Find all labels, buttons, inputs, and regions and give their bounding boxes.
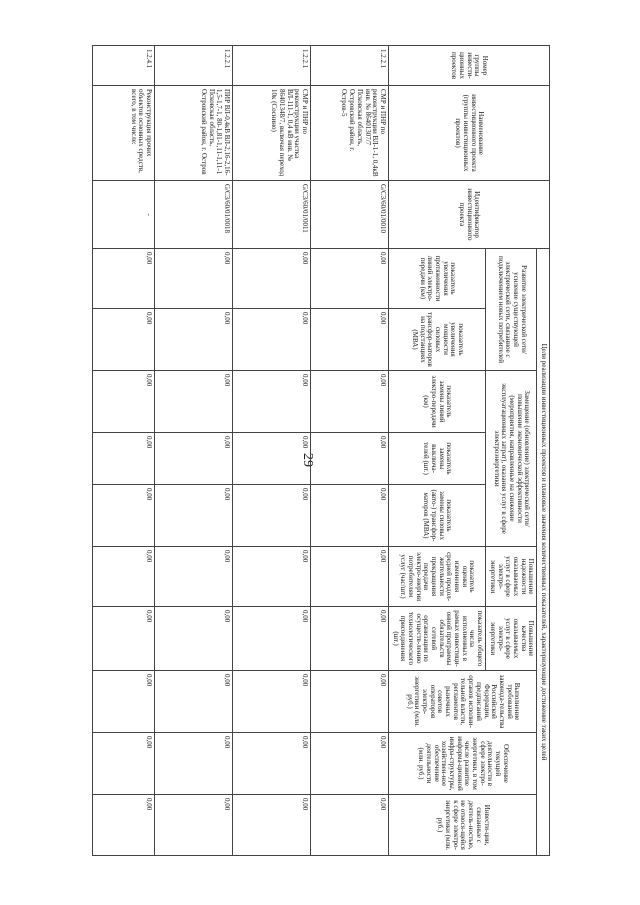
row-value: 0,00 <box>232 485 310 547</box>
row-value: 0,00 <box>92 795 154 856</box>
header-number: Номер группы инвести-ционных проектов <box>388 46 549 86</box>
row-id: - <box>92 181 154 249</box>
row-value: 0,00 <box>92 309 154 371</box>
header-reliability: Повышение надежности оказываемых услуг в сфере электро-энергетики <box>486 547 537 607</box>
row-id: G/C3/60/01/0010 <box>310 181 388 249</box>
row-value: 0,00 <box>92 249 154 309</box>
header-id: Идентификатор инвестиционного проекта <box>388 181 549 249</box>
row-name: Реконструкция прочих объектов основных средств, всего, в том числе: <box>92 86 154 181</box>
header-quality-sub: показатель общего числа исполненных в рамках инвестици-онной программы обязательств сетевой организации по осуществ-лению технологического присоединения (шт.) <box>388 607 485 671</box>
row-value: 0,00 <box>232 433 310 485</box>
row-value: 0,00 <box>92 433 154 485</box>
header-investments: Инвести-ции, связанные с деятель-ностью, не относя-щейся к сфере электро-энергетики (млн. руб.) <box>388 795 536 856</box>
header-group2-sub1: показатель замены линий электро-передачи (км) <box>388 371 485 433</box>
header-group2-sub3: показатель замены силовых (авто-) трансфор-маторов (МВА) <box>388 485 485 547</box>
row-value: 0,00 <box>232 607 310 671</box>
investment-goals-table <box>92 45 550 856</box>
table-row <box>92 46 154 856</box>
row-value: 0,00 <box>154 733 232 795</box>
row-value: 0,00 <box>92 671 154 733</box>
row-value: 0,00 <box>232 249 310 309</box>
row-value: 0,00 <box>154 547 232 607</box>
header-goals: Цели реализации инвестиционных проектов и плановые значения количественных показателей, характеризующие достижение таких целей <box>537 249 550 856</box>
header-operations: Обеспечение текущей деятельности в сфере электро-энергетики, в том числе развитие информа-ционной инфра-структуры, хозяйствен-ное обеспечение деятельности (млн. руб.) <box>388 733 536 795</box>
table-row <box>232 46 310 856</box>
row-value: 0,00 <box>310 485 388 547</box>
row-value: 0,00 <box>92 733 154 795</box>
page-number: 29 <box>300 453 315 467</box>
row-value: 0,00 <box>92 607 154 671</box>
row-value: 0,00 <box>92 371 154 433</box>
header-requirements: Выполнение требований законода-тельства Российской Федерации, предписаний органов исполни-тельной власти, регламентов рыночных советов операторов электро-энергетики (млн. руб.) <box>388 671 536 733</box>
header-group2-sub2: показатель замены выключа-телей (шт.) <box>388 433 485 485</box>
header-quality: Повышение качества оказываемых услуг в сфере электро-энергетики <box>486 607 537 671</box>
row-id: G/C3/60/01/0011 <box>232 181 310 249</box>
row-value: 0,00 <box>232 795 310 856</box>
row-value: 0,00 <box>232 671 310 733</box>
row-value: 0,00 <box>310 733 388 795</box>
row-value: 0,00 <box>232 309 310 371</box>
row-id: G/C3/60/01/0018 <box>154 181 232 249</box>
table-row <box>154 46 232 856</box>
row-value: 0,00 <box>92 485 154 547</box>
row-value: 0,00 <box>154 671 232 733</box>
row-value: 0,00 <box>310 607 388 671</box>
row-value: 0,00 <box>310 433 388 485</box>
row-name: СМР и ПНР по реконструкции ВЛ-1-1, 0,4кВ инв. № 86401307/7 Псковская область, Островский район, г. Остров-5 <box>310 86 388 181</box>
row-number: 1.2.2.1 <box>154 46 232 86</box>
row-value: 0,00 <box>310 309 388 371</box>
table-row <box>310 46 388 856</box>
header-group1-sub2: показатель увеличения мощности силовых трансфор-маторов на подстанциях (МВА) <box>388 309 485 371</box>
header-name: Наименование инвестиционного проекта (группы инвестиционных проектов) <box>388 86 549 181</box>
row-value: 0,00 <box>154 795 232 856</box>
row-value: 0,00 <box>232 733 310 795</box>
row-name: ПИР ВЛ-0,4кВ ВЛ-2,16-2,16-1,5-1,7-1, 80-1,81-1,11-1,11-1 Псковская область, Островский район, г. Остров <box>154 86 232 181</box>
row-value: 0,00 <box>232 371 310 433</box>
row-name: СМР и ПНР по реконструкции участка ВЛ-111-1, 0,4 кВ инв. № 86401348/7, включая переход 10к (Cocнинo) <box>232 86 310 181</box>
row-number: 1.2.2.1 <box>232 46 310 86</box>
row-value: 0,00 <box>154 249 232 309</box>
row-value: 0,00 <box>154 309 232 371</box>
row-value: 0,00 <box>310 371 388 433</box>
row-value: 0,00 <box>310 795 388 856</box>
row-value: 0,00 <box>154 371 232 433</box>
row-value: 0,00 <box>154 607 232 671</box>
header-group1-sub1: показатель увеличения протяженности линий электро-передачи (км) <box>388 249 485 309</box>
row-number: 1.2.4.1 <box>92 46 154 86</box>
row-value: 0,00 <box>154 433 232 485</box>
header-group2: Замещение (обновление) электрической сети/повышение экономической эффективности (мероприятия, направленные на снижение эксплуатационных затрат), оказания услуг в сфере электроэнергетики <box>486 371 537 547</box>
row-value: 0,00 <box>310 547 388 607</box>
row-value: 0,00 <box>310 249 388 309</box>
row-value: 0,00 <box>154 485 232 547</box>
row-value: 0,00 <box>232 547 310 607</box>
header-reliability-sub: показатель оценки изменения средней продол-жительности прекращения передачи электро-энергии потребителям услуг (час/шт.) <box>388 547 485 607</box>
row-value: 0,00 <box>92 547 154 607</box>
header-group1: Развитие электрической сети/усиление существующей электрической сети, связанное с подключением новых потребителей <box>486 249 537 371</box>
row-value: 0,00 <box>310 671 388 733</box>
row-number: 1.2.2.1 <box>310 46 388 86</box>
